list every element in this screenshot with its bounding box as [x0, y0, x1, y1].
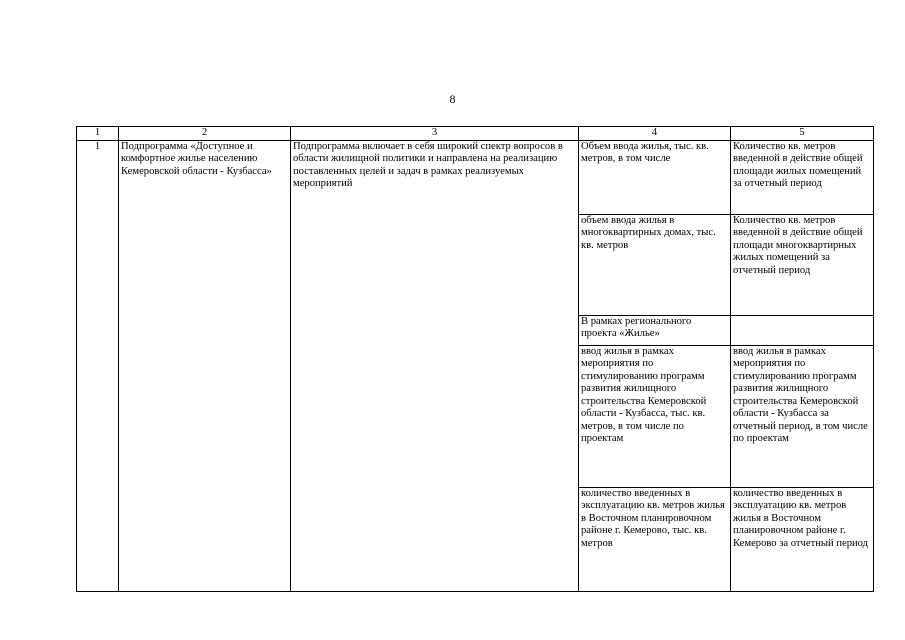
header-cell: 3 — [291, 127, 579, 141]
indicator-name-cell: ввод жилья в рамках мероприятия по стимулированию программ развития жилищного строительства Кемеровской области - Кузбасса, тыс. кв. метров, в том числе по проектам — [579, 345, 731, 487]
indicator-name-cell: объем ввода жилья в многоквартирных домах, тыс. кв. метров — [579, 214, 731, 315]
header-cell: 5 — [731, 127, 874, 141]
indicator-method-cell: Количество кв. метров введенной в действие общей площади жилых помещений за отчетный период — [731, 140, 874, 214]
subprogram-description-cell: Подпрограмма включает в себя широкий спектр вопросов в области жилищной политики и направлена на реализацию поставленных целей и задач в рамках реализуемых мероприятий — [291, 140, 579, 591]
indicator-method-cell: ввод жилья в рамках мероприятия по стимулированию программ развития жилищного строительства Кемеровской области - Кузбасса за отчетный период, в том числе по проектам — [731, 345, 874, 487]
indicator-name-cell: Объем ввода жилья, тыс. кв. метров, в том числе — [579, 140, 731, 214]
subprogram-name-cell: Подпрограмма «Доступное и комфортное жилье населению Кемеровской области - Кузбасса» — [119, 140, 291, 591]
indicator-name-cell: В рамках регионального проекта «Жилье» — [579, 315, 731, 345]
table-row — [77, 140, 874, 214]
indicator-method-cell: Количество кв. метров введенной в действие общей площади многоквартирных жилых помещений за отчетный период — [731, 214, 874, 315]
indicator-method-cell: количество введенных в эксплуатацию кв. метров жилья в Восточном планировочном районе г. Кемерово за отчетный период — [731, 487, 874, 591]
header-cell: 4 — [579, 127, 731, 141]
table-header-row — [77, 127, 874, 141]
header-cell: 1 — [77, 127, 119, 141]
indicator-name-cell: количество введенных в эксплуатацию кв. метров жилья в Восточном планировочном районе г. Кемерово, тыс. кв. метров — [579, 487, 731, 591]
row-number-cell: 1 — [77, 140, 119, 591]
page-number: 8 — [449, 92, 456, 106]
indicators-table — [76, 126, 874, 592]
indicator-method-cell — [731, 315, 874, 345]
header-cell: 2 — [119, 127, 291, 141]
